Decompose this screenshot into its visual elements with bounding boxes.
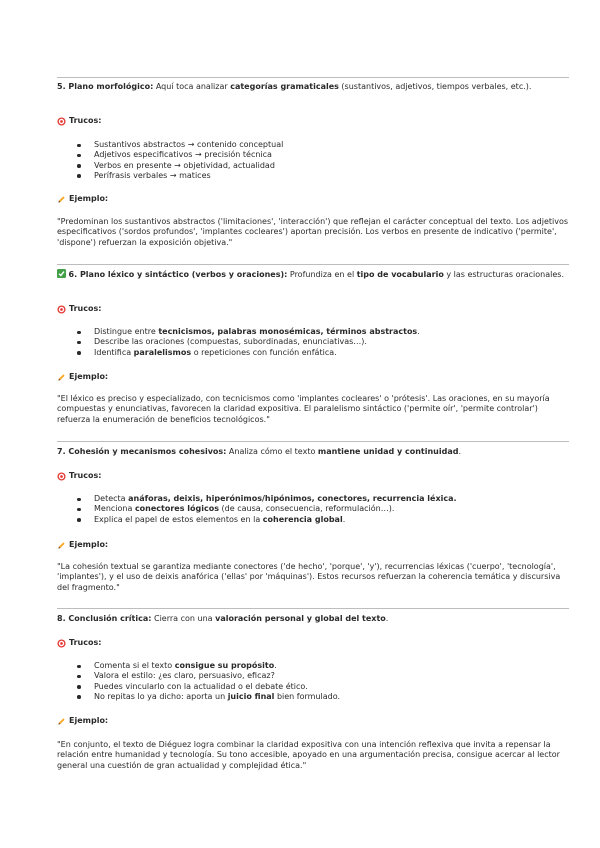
section-6-intro: 6. Plano léxico y sintáctico (verbos y oraciones): Profundiza en el tipo de vocabulario y las estructuras oracionales. (57, 269, 569, 281)
section-divider (57, 77, 569, 78)
list-item: Menciona conectores lógicos (de causa, consecuencia, reformulación…). (57, 504, 457, 514)
list-item: Describe las oraciones (compuestas, subordinadas, enunciativas…). (57, 337, 420, 347)
section-7-title: 7. Cohesión y mecanismos cohesivos: (57, 447, 227, 456)
target-icon (57, 472, 66, 481)
section-8-example-text: "En conjunto, el texto de Diéguez logra combinar la claridad expositiva con una intención reflexiva que invita a repensar la relación entre humanidad y tecnología. Su tono accesible, apoyado en una argumentación precisa, consigue acercar al lector general una cuestión de gran actualidad y complejidad ética." (57, 740, 560, 770)
pencil-icon (57, 373, 66, 382)
section-5-example-heading: Ejemplo: (57, 194, 108, 204)
check-box-icon (57, 269, 66, 278)
list-item: Valora el estilo: ¿es claro, persuasivo, eficaz? (57, 671, 340, 681)
pencil-icon (57, 541, 66, 550)
section-8-tricks-heading: Trucos: (57, 638, 101, 648)
section-divider (57, 441, 569, 442)
section-8-example-heading: Ejemplo: (57, 716, 108, 726)
list-item: Verbos en presente → objetividad, actualidad (57, 161, 283, 171)
list-item: Explica el papel de estos elementos en la coherencia global. (57, 515, 457, 525)
section-5-tricks-heading: Trucos: (57, 116, 101, 126)
list-item: Adjetivos especificativos → precisión técnica (57, 150, 283, 160)
section-7-example-heading: Ejemplo: (57, 540, 108, 550)
section-divider (57, 264, 569, 265)
section-5-tricks-list (57, 140, 283, 181)
target-icon (57, 639, 66, 648)
section-7-tricks-list (57, 494, 457, 525)
section-7-tricks-heading: Trucos: (57, 471, 101, 481)
section-6-tricks-heading: Trucos: (57, 304, 101, 314)
section-divider (57, 608, 569, 609)
section-6-title: 6. Plano léxico y sintáctico (verbos y oraciones): (68, 270, 288, 279)
list-item: Sustantivos abstractos → contenido conceptual (57, 140, 283, 150)
section-5-example-text: "Predominan los sustantivos abstractos ('limitaciones', 'interacción') que reflejan el carácter conceptual del texto. Los adjetivos especificativos ('sordos profundos', 'implantes cocleares') aportan precisión. Los verbos en presente de indicativo ('permite', 'dispone') refuerzan la exposición objetiva." (57, 217, 569, 247)
section-6-example-text: "El léxico es preciso y especializado, con tecnicismos como 'implantes cocleares' o 'prótesis'. Las oraciones, en su mayoría compuestas y enunciativas, favorecen la claridad expositiva. El paralelismo sintáctico ('permite oír', 'permite controlar') refuerza la enumeración de beneficios tecnológicos." (57, 394, 550, 424)
section-8-title: 8. Conclusión crítica: (57, 614, 152, 623)
list-item: Identifica paralelismos o repeticiones con función enfática. (57, 348, 420, 358)
section-6-tricks-list (57, 327, 420, 358)
section-7-intro: 7. Cohesión y mecanismos cohesivos: Analiza cómo el texto mantiene unidad y continuidad. (57, 447, 462, 456)
list-item: Puedes vincularlo con la actualidad o el debate ético. (57, 682, 340, 692)
pencil-icon (57, 195, 66, 204)
section-8-tricks-list (57, 661, 340, 702)
section-6-example-heading: Ejemplo: (57, 372, 108, 382)
pencil-icon (57, 717, 66, 726)
target-icon (57, 305, 66, 314)
section-5-title: 5. Plano morfológico: (57, 82, 154, 91)
list-item: Detecta anáforas, deixis, hiperónimos/hipónimos, conectores, recurrencia léxica. (57, 494, 457, 504)
list-item: Comenta si el texto consigue su propósito. (57, 661, 340, 671)
list-item: No repitas lo ya dicho: aporta un juicio final bien formulado. (57, 692, 340, 702)
section-5-intro: 5. Plano morfológico: Aquí toca analizar categorías gramaticales (sustantivos, adjetivos, tiempos verbales, etc.). (57, 82, 532, 91)
list-item: Perífrasis verbales → matices (57, 171, 283, 181)
list-item: Distingue entre tecnicismos, palabras monosémicas, términos abstractos. (57, 327, 420, 337)
target-icon (57, 117, 66, 126)
section-8-intro: 8. Conclusión crítica: Cierra con una valoración personal y global del texto. (57, 614, 389, 623)
section-7-example-text: "La cohesión textual se garantiza mediante conectores ('de hecho', 'porque', 'y'), recurrencias léxicas ('cuerpo', 'tecnología', 'implantes'), y el uso de deixis anafórica ('ellas' por 'máquinas'). Estos recursos refuerzan la coherencia temática y discursiva del fragmento." (57, 562, 561, 592)
